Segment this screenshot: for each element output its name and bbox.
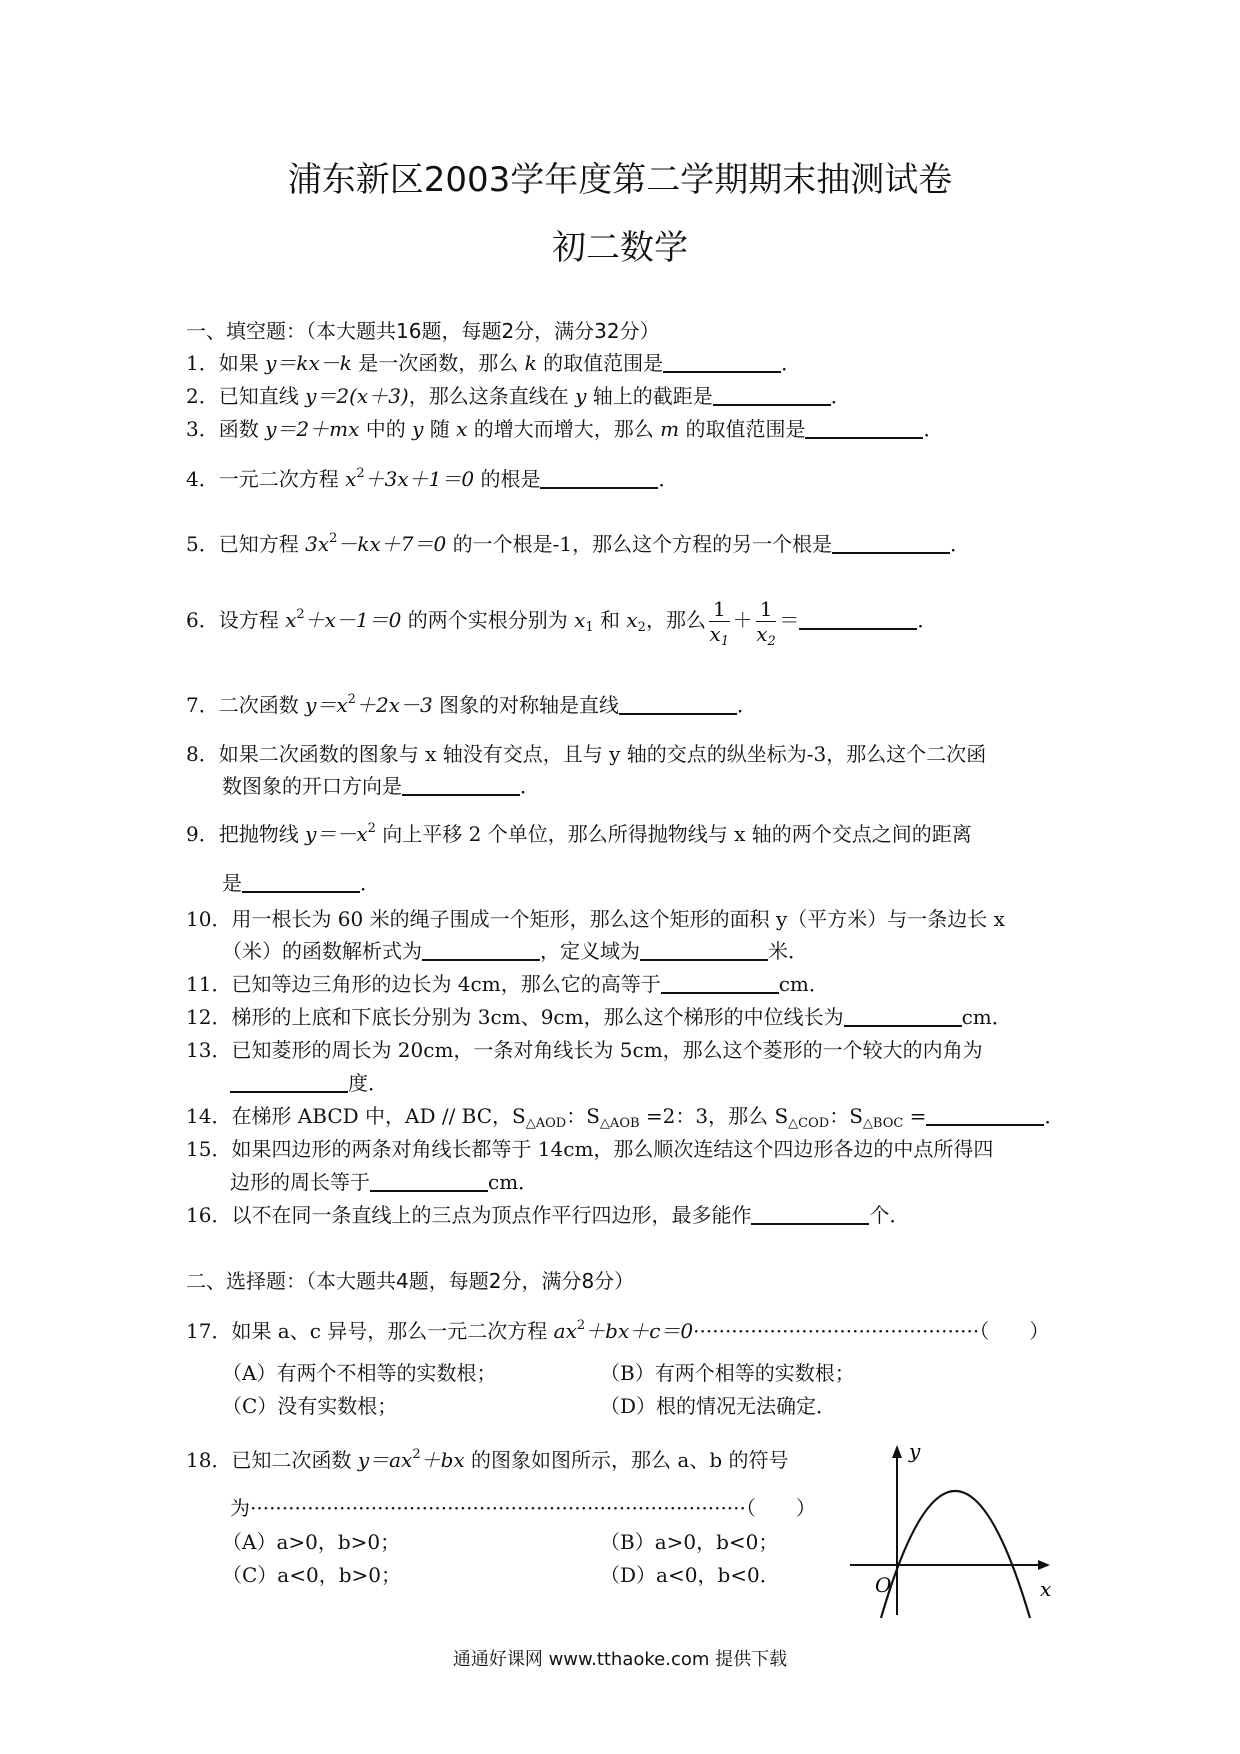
parabola-graph [845, 1440, 1065, 1620]
answer-blank[interactable] [370, 1170, 488, 1192]
section-heading-multiple-choice: 二、选择题：（本大题共4题，每题2分，满分8分） [186, 1269, 635, 1293]
answer-blank[interactable] [230, 1071, 348, 1093]
question-number: 6． [186, 608, 219, 632]
option-c[interactable]: （C）没有实数根； [222, 1394, 398, 1418]
answer-blank[interactable] [242, 871, 360, 893]
option-d[interactable]: （D）根的情况无法确定． [600, 1394, 837, 1418]
section-heading-fill-in: 一、填空题：（本大题共16题，每题2分，满分32分） [186, 319, 660, 343]
math-expression: y＝kx－k [265, 351, 352, 375]
question-15: 15．如果四边形的两条对角线长都等于 14cm，那么顺次连结这个四边形各边的中点所得四 [186, 1137, 994, 1161]
question-10: 10．用一根长为 60 米的绳子围成一个矩形，那么这个矩形的面积 y（平方米）与一条边长 x [186, 907, 1005, 931]
answer-blank[interactable] [661, 972, 779, 994]
answer-blank[interactable] [751, 1203, 869, 1225]
fraction-1-over-x1: $\frac{1}{x_1}$ [709, 597, 730, 649]
answer-blank[interactable] [832, 532, 950, 554]
answer-blank[interactable] [926, 1104, 1044, 1126]
question-13: 13．已知菱形的周长为 20cm，一条对角线长为 5cm，那么这个菱形的一个较大的内角为 [186, 1038, 983, 1062]
answer-blank[interactable] [663, 351, 781, 373]
y-axis-arrow [892, 1445, 902, 1458]
question-9-line-2: 是 ． [222, 871, 380, 895]
question-5: 5．已知方程 $3x^2-kx+7=0$ 的一个根是-1，那么这个方程的另一个根是 ． [186, 531, 971, 556]
question-number: 12． [186, 1005, 232, 1029]
option-a[interactable]: （A）a>0，b>0； [222, 1530, 401, 1554]
question-number: 16． [186, 1203, 232, 1227]
question-number: 7． [186, 693, 219, 717]
answer-blank[interactable] [540, 467, 658, 489]
question-number: 8． [186, 742, 219, 766]
math-expression: y＝2(x＋3) [305, 384, 409, 408]
answer-blank[interactable] [844, 1005, 962, 1027]
answer-blank[interactable] [640, 939, 768, 961]
question-17: 17．如果 a、c 异号，那么一元二次方程 $ax^2+bx+c=0\cdot\cdot\cdot\cdot\cdot\cdot\cdot\cdot\cdot\cdot\cdot\cdot\cdot\cdot\cdot\cdot\cdot\cdot\cdot\cdot\cdot\cdot\cdot\cdot\cdot\cdot\cdot\cdot\cdot\cdot\cdot\cdot\cdot\cdot\cdot\cdot\cdot\cdot\cdot\cdot\cdot\cdot\cdot\cdot\cdot$（ ） [186, 1318, 1050, 1343]
question-number: 11． [186, 972, 232, 996]
question-number: 18． [186, 1448, 232, 1472]
question-number: 2． [186, 384, 219, 408]
question-number: 3． [186, 417, 219, 441]
question-1: 1．如果 y＝kx－k 是一次函数，那么 k 的取值范围是 ． [186, 351, 802, 375]
question-8-line-2: 数图象的开口方向是 ． [222, 774, 540, 798]
question-number: 5． [186, 532, 219, 556]
question-4: 4．一元二次方程 $x^2+3x+1=0$ 的根是 ． [186, 466, 679, 491]
question-6: 6．设方程 $x^2+x-1=0$ 的两个实根分别为 $x_1$ 和 $x_2$，那么 $\frac{1}{x_1}$ ＋ $\frac{1}{x_2}$ ＝ ． [186, 597, 938, 649]
question-16: 16．以不在同一条直线上的三点为顶点作平行四边形，最多能作 个． [186, 1203, 910, 1227]
question-number: 14． [186, 1104, 232, 1128]
y-axis-label: y [909, 1440, 921, 1463]
question-number: 15． [186, 1137, 232, 1161]
question-10-line-2: （米）的函数解析式为 ，定义域为 米． [222, 939, 808, 963]
question-18: 18．已知二次函数 $y=ax^2+bx$ 的图象如图所示，那么 a、b 的符号 [186, 1447, 789, 1472]
question-8: 8．如果二次函数的图象与 x 轴没有交点，且与 y 轴的交点的纵坐标为-3，那么这个二次函 [186, 742, 987, 766]
question-number: 10． [186, 907, 232, 931]
option-b[interactable]: （B）有两个相等的实数根； [600, 1361, 855, 1385]
math-expression: y＝2＋mx [265, 417, 360, 441]
answer-blank[interactable] [799, 608, 917, 630]
question-7: 7．二次函数 $y=x^2+2x-3$ 图象的对称轴是直线 ． [186, 692, 758, 717]
question-number: 1． [186, 351, 219, 375]
question-15-line-2: 边形的周长等于 cm． [230, 1170, 539, 1194]
question-14: 14．在梯形 ABCD 中，AD // BC，$S_{\triangle AOD}$：$S_{\triangle AOB} =2$：3，那么 $S_{\triangle COD}$：$S_{\triangle BOC}$ = ． [186, 1104, 1065, 1131]
answer-blank[interactable] [713, 384, 831, 406]
answer-bracket[interactable]: ·············································（ ） [693, 1319, 1050, 1343]
exam-subtitle: 初二数学 [552, 228, 688, 268]
question-13-line-2: 度． [230, 1070, 388, 1096]
option-b[interactable]: （B）a>0，b<0； [600, 1530, 779, 1554]
question-12: 12．梯形的上底和下底长分别为 3cm、9cm，那么这个梯形的中位线长为 cm． [186, 1005, 1012, 1029]
parabola-curve [881, 1491, 1030, 1618]
question-9: 9．把抛物线 $y=-x^2$ 向上平移 2 个单位，那么所得抛物线与 x 轴的两个交点之间的距离 [186, 821, 972, 846]
x-axis-label: x [1040, 1577, 1052, 1601]
option-d[interactable]: （D）a<0，b<0． [600, 1563, 780, 1587]
x-axis-arrow [1038, 1560, 1050, 1570]
question-number: 17． [186, 1319, 232, 1343]
question-number: 13． [186, 1038, 232, 1062]
fraction-1-over-x2: $\frac{1}{x_2}$ [756, 597, 776, 649]
question-number: 4． [186, 467, 219, 491]
answer-blank[interactable] [805, 417, 923, 439]
question-11: 11．已知等边三角形的边长为 4cm，那么它的高等于 cm． [186, 972, 829, 996]
origin-label: O [875, 1573, 892, 1597]
answer-blank[interactable] [402, 774, 520, 796]
option-c[interactable]: （C）a<0，b>0； [222, 1563, 401, 1587]
answer-blank[interactable] [422, 939, 540, 961]
question-number: 9． [186, 822, 219, 846]
question-2: 2．已知直线 y＝2(x＋3)，那么这条直线在 y 轴上的截距是 ． [186, 384, 851, 408]
exam-title: 浦东新区2003学年度第二学期期末抽测试卷 [287, 160, 953, 200]
option-a[interactable]: （A）有两个不相等的实数根； [222, 1361, 497, 1385]
question-3: 3．函数 y＝2＋mx 中的 y 随 x 的增大而增大，那么 m 的取值范围是 ． [186, 417, 944, 441]
answer-bracket[interactable]: 为··············································································（ ） [230, 1496, 816, 1520]
answer-blank[interactable] [619, 693, 737, 715]
page-footer: 通通好课网 www.tthaoke.com 提供下载 [452, 1649, 788, 1670]
